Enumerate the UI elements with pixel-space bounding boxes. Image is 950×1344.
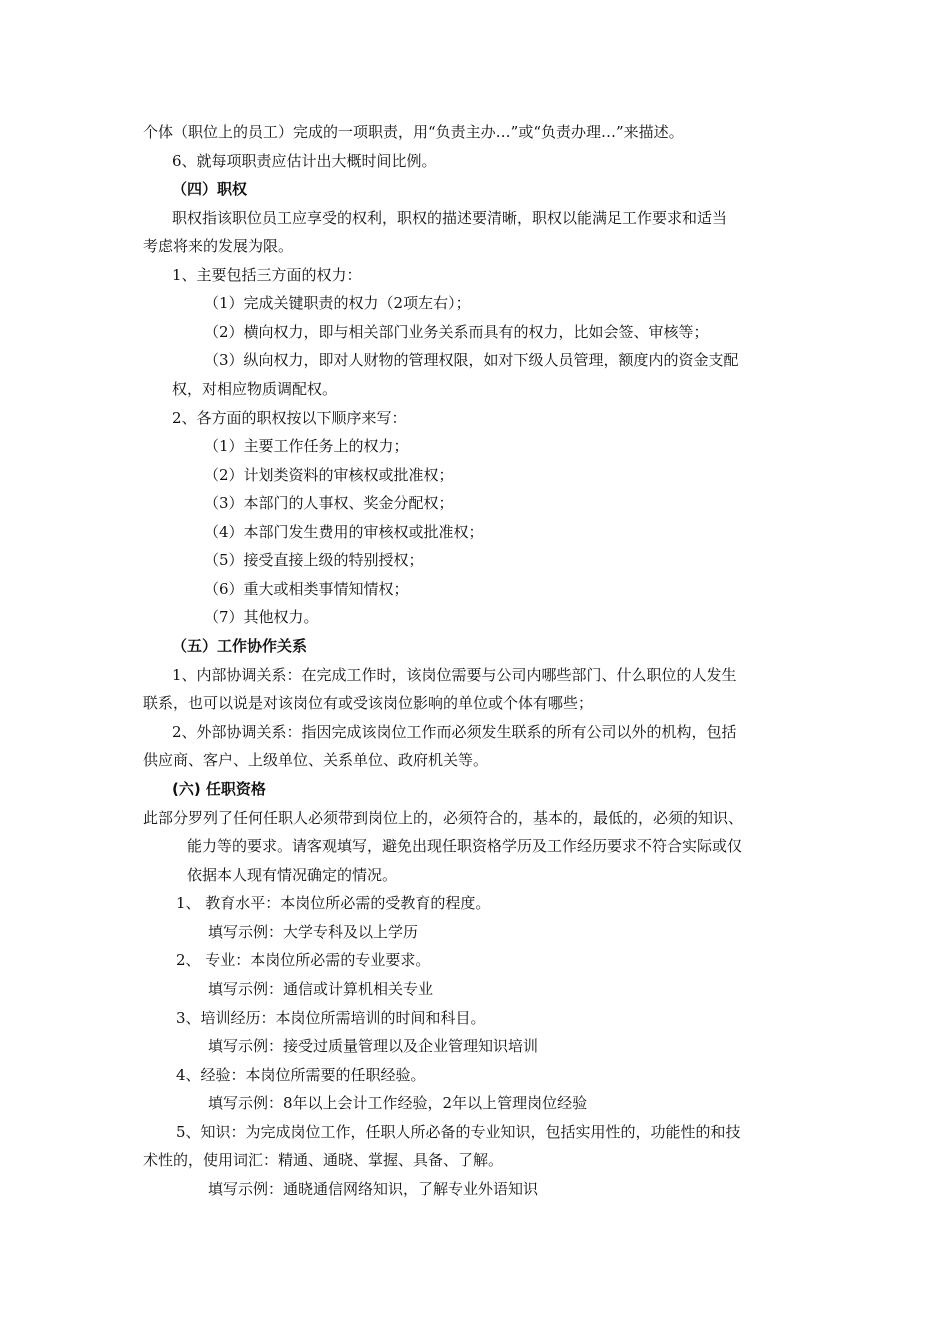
example-line: 填写示例：通晓通信网络知识，了解专业外语知识 [208, 1180, 539, 1198]
list-item: 1、主要包括三方面的权力： [172, 266, 362, 284]
example-line: 填写示例：8年以上会计工作经验，2年以上管理岗位经验 [208, 1094, 588, 1112]
paragraph-line: 个体（职位上的员工）完成的一项职责，用“负责主办…”或“负责办理…”来描述。 [143, 123, 684, 141]
list-subitem: （5）接受直接上级的特别授权； [204, 551, 424, 569]
list-item: 4、经验：本岗位所需要的任职经验。 [176, 1066, 426, 1084]
list-subitem: （1）完成关键职责的权力（2项左右）； [204, 294, 471, 312]
list-item: 5、知识：为完成岗位工作，任职人所必备的专业知识，包括实用性的，功能性的和技 [176, 1123, 741, 1141]
list-item: 1、内部协调关系：在完成工作时，该岗位需要与公司内哪些部门、什么职位的人发生 [172, 666, 737, 684]
list-item: 1、 教育水平：本岗位所必需的受教育的程度。 [176, 894, 491, 912]
list-subitem: （1）主要工作任务上的权力； [204, 437, 409, 455]
list-item-continued: 供应商、客户、上级单位、关系单位、政府机关等。 [143, 751, 489, 769]
list-subitem: （6）重大或相类事情知情权； [204, 580, 409, 598]
list-subitem: （4）本部门发生费用的审核权或批准权； [204, 523, 484, 541]
list-item: 2、 专业：本岗位所必需的专业要求。 [176, 951, 431, 969]
list-item: 2、外部协调关系：指因完成该岗位工作而必须发生联系的所有公司以外的机构，包括 [172, 723, 737, 741]
list-subitem: （7）其他权力。 [204, 608, 319, 626]
paragraph-line: 能力等的要求。请客观填写，避免出现任职资格学历及工作经历要求不符合实际或仅 [187, 837, 743, 855]
section-heading-authority: （四）职权 [172, 180, 248, 198]
paragraph-line: 职权指该职位员工应享受的权利，职权的描述要清晰，职权以能满足工作要求和适当 [172, 209, 728, 227]
example-line: 填写示例：接受过质量管理以及企业管理知识培训 [208, 1037, 539, 1055]
list-subitem: （3）纵向权力，即对人财物的管理权限，如对下级人员管理，额度内的资金支配 [204, 351, 739, 369]
list-subitem-continued: 权，对相应物质调配权。 [172, 380, 338, 398]
section-heading-qualifications: (六) 任职资格 [172, 780, 266, 798]
paragraph-line: 此部分罗列了任何任职人必须带到岗位上的，必须符合的，基本的，最低的，必须的知识、 [143, 809, 744, 827]
list-item-continued: 联系，也可以说是对该岗位有或受该岗位影响的单位或个体有哪些； [143, 694, 594, 712]
paragraph-line: 考虑将来的发展为限。 [143, 237, 294, 255]
section-heading-collaboration: （五）工作协作关系 [172, 637, 308, 655]
list-subitem: （2）计划类资料的审核权或批准权； [204, 466, 454, 484]
list-item: 3、培训经历：本岗位所需培训的时间和科目。 [176, 1009, 486, 1027]
paragraph-line: 依据本人现有情况确定的情况。 [187, 866, 398, 884]
example-line: 填写示例：大学专科及以上学历 [208, 923, 419, 941]
example-line: 填写示例：通信或计算机相关专业 [208, 980, 434, 998]
list-item: 2、各方面的职权按以下顺序来写： [172, 409, 407, 427]
list-subitem: （2）横向权力，即与相关部门业务关系而具有的权力，比如会签、审核等； [204, 323, 709, 341]
list-item-continued: 术性的，使用词汇：精通、通晓、掌握、具备、了解。 [143, 1151, 504, 1169]
list-item: 6、就每项职责应估计出大概时间比例。 [172, 152, 437, 170]
list-subitem: （3）本部门的人事权、奖金分配权； [204, 494, 454, 512]
